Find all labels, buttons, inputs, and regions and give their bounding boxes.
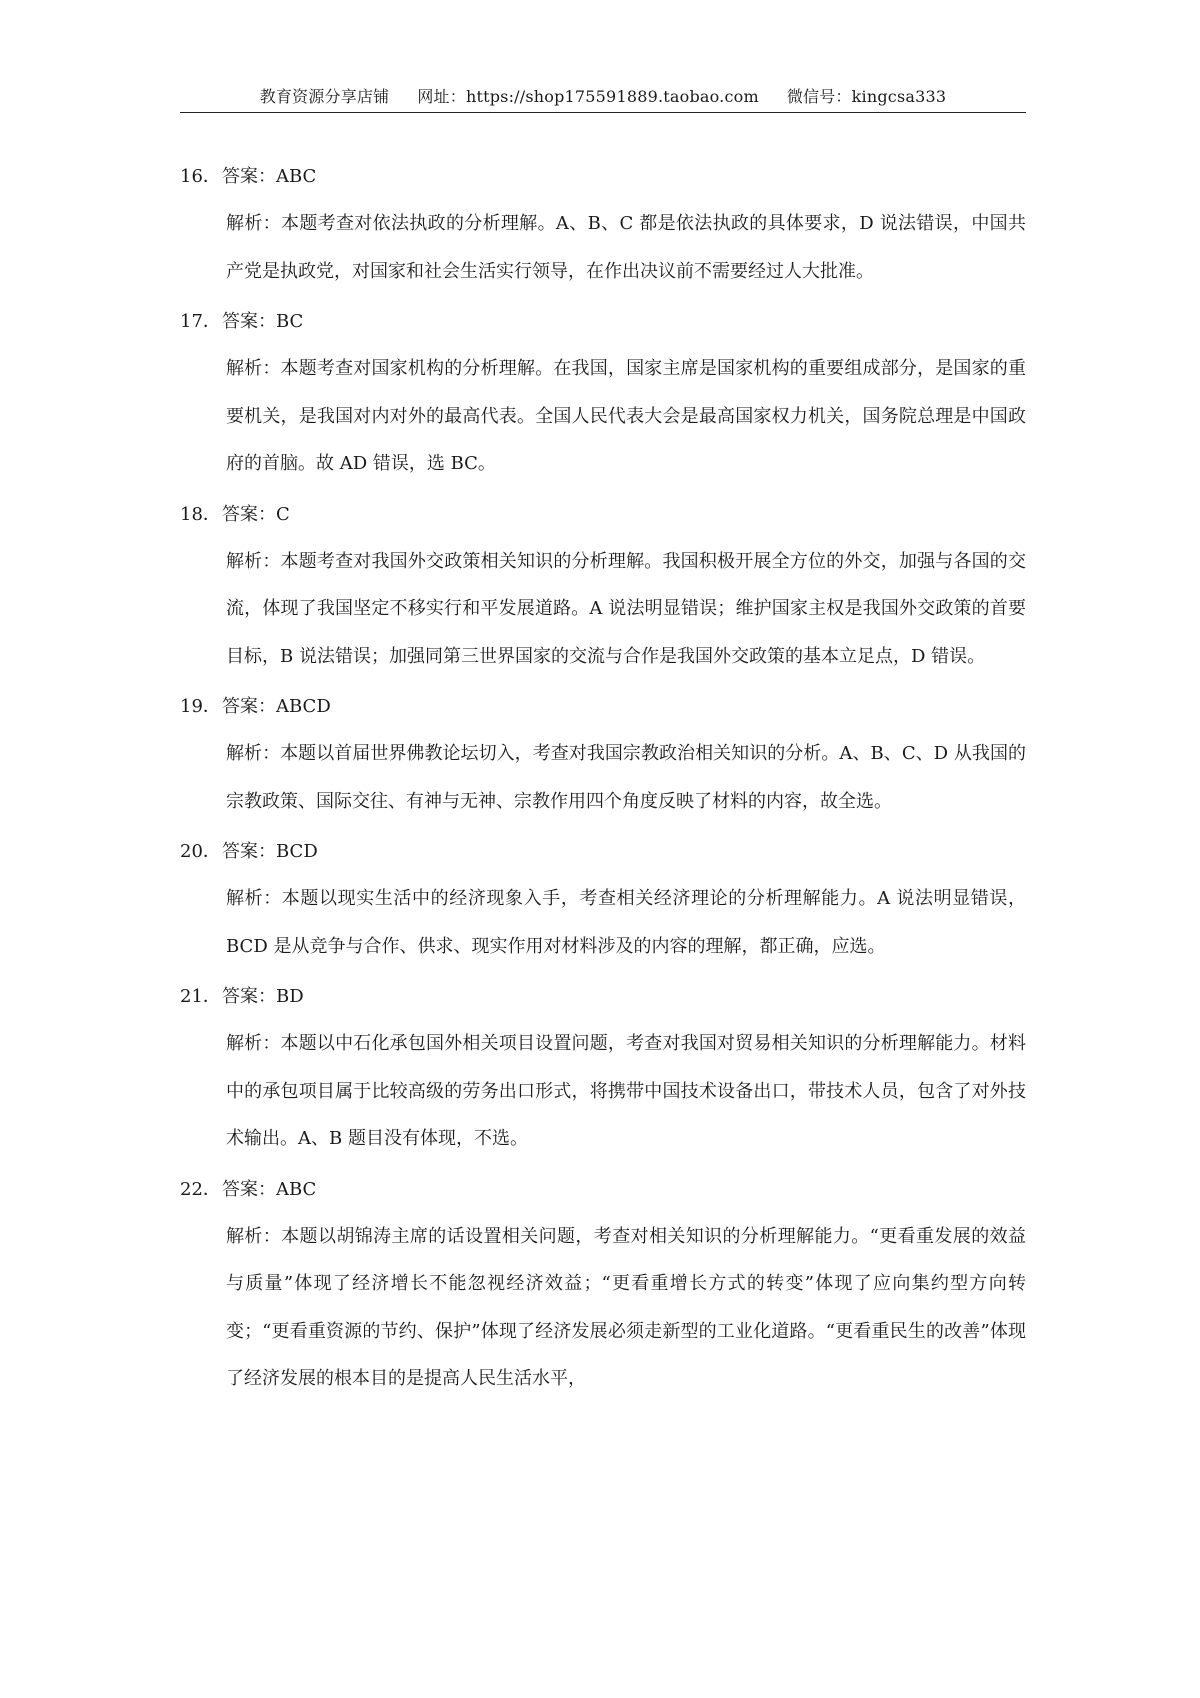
explanation-text: 解析：本题考查对国家机构的分析理解。在我国，国家主席是国家机构的重要组成部分，是国家的重要机关，是我国对内对外的最高代表。全国人民代表大会是最高国家权力机关，国务院总理是中国政府的首脑。故 AD 错误，选 BC。 — [226, 358, 1026, 474]
answer-line — [180, 829, 1026, 875]
header-divider — [180, 112, 1026, 113]
answer-line — [180, 684, 1026, 730]
answer-item-22 — [180, 1167, 1026, 1403]
explanation-text: 解析：本题以首届世界佛教论坛切入，考查对我国宗教政治相关知识的分析。A、B、C、D 从我国的宗教政策、国际交往、有神与无神、宗教作用四个角度反映了材料的内容，故全选。 — [226, 743, 1026, 812]
answer-text: 答案：BCD — [222, 841, 318, 862]
answer-text: 答案：ABC — [222, 166, 317, 187]
answer-text: 答案：ABCD — [222, 696, 331, 717]
answer-text: 答案：C — [222, 503, 290, 525]
answer-item-18 — [180, 492, 1026, 681]
question-number: 16． — [180, 166, 221, 187]
answer-item-20 — [180, 829, 1026, 970]
page-header — [180, 84, 1026, 107]
answer-line — [180, 154, 1026, 200]
explanation-text: 解析：本题以现实生活中的经济现象入手，考查相关经济理论的分析理解能力。A 说法明显错误，BCD 是从竞争与合作、供求、现实作用对材料涉及的内容的理解，都正确，应选。 — [226, 888, 1026, 957]
explanation-text: 解析：本题考查对我国外交政策相关知识的分析理解。我国积极开展全方位的外交，加强与各国的交流，体现了我国坚定不移实行和平发展道路。A 说法明显错误；维护国家主权是我国外交政策的首要目标，B 说法错误；加强同第三世界国家的交流与合作是我国外交政策的基本立足点，D 错误。 — [226, 550, 1026, 667]
answer-text: 答案：BC — [222, 311, 304, 332]
header-wechat: 微信号：kingcsa333 — [786, 87, 947, 106]
explanation-text: 解析：本题以胡锦涛主席的话设置相关问题，考查对相关知识的分析理解能力。“更看重发展的效益与质量”体现了经济增长不能忽视经济效益；“更看重增长方式的转变”体现了应向集约型方向转变；“更看重资源的节约、保护”体现了经济发展必须走新型的工业化道路。“更看重民生的改善”体现了经济发展的根本目的是提高人民生活水平， — [226, 1225, 1026, 1389]
question-number: 20． — [180, 841, 221, 862]
header-shop: 教育资源分享店铺 — [259, 87, 390, 106]
answer-item-17 — [180, 299, 1026, 488]
answer-item-19 — [180, 684, 1026, 825]
question-number: 21． — [180, 986, 221, 1007]
answer-item-16 — [180, 154, 1026, 295]
question-number: 22． — [180, 1178, 221, 1200]
explanation-text: 解析：本题以中石化承包国外相关项目设置问题，考查对我国对贸易相关知识的分析理解能力。材料中的承包项目属于比较高级的劳务出口形式，将携带中国技术设备出口，带技术人员，包含了对外技术输出。A、B 题目没有体现，不选。 — [226, 1033, 1026, 1149]
answer-list — [180, 150, 1026, 1403]
answer-text: 答案：BD — [222, 986, 304, 1007]
answer-line — [180, 492, 1026, 538]
header-website: 网址：https://shop175591889.taobao.com — [417, 87, 759, 106]
question-number: 19． — [180, 696, 221, 717]
answer-line — [180, 974, 1026, 1020]
explanation-text: 解析：本题考查对依法执政的分析理解。A、B、C 都是依法执政的具体要求，D 说法错误，中国共产党是执政党，对国家和社会生活实行领导，在作出决议前不需要经过人大批准。 — [226, 213, 1026, 282]
answer-line — [180, 299, 1026, 345]
answer-item-21 — [180, 974, 1026, 1163]
question-number: 17． — [180, 311, 221, 332]
question-number: 18． — [180, 503, 221, 525]
answer-text: 答案：ABC — [222, 1178, 317, 1200]
answer-line — [180, 1167, 1026, 1213]
